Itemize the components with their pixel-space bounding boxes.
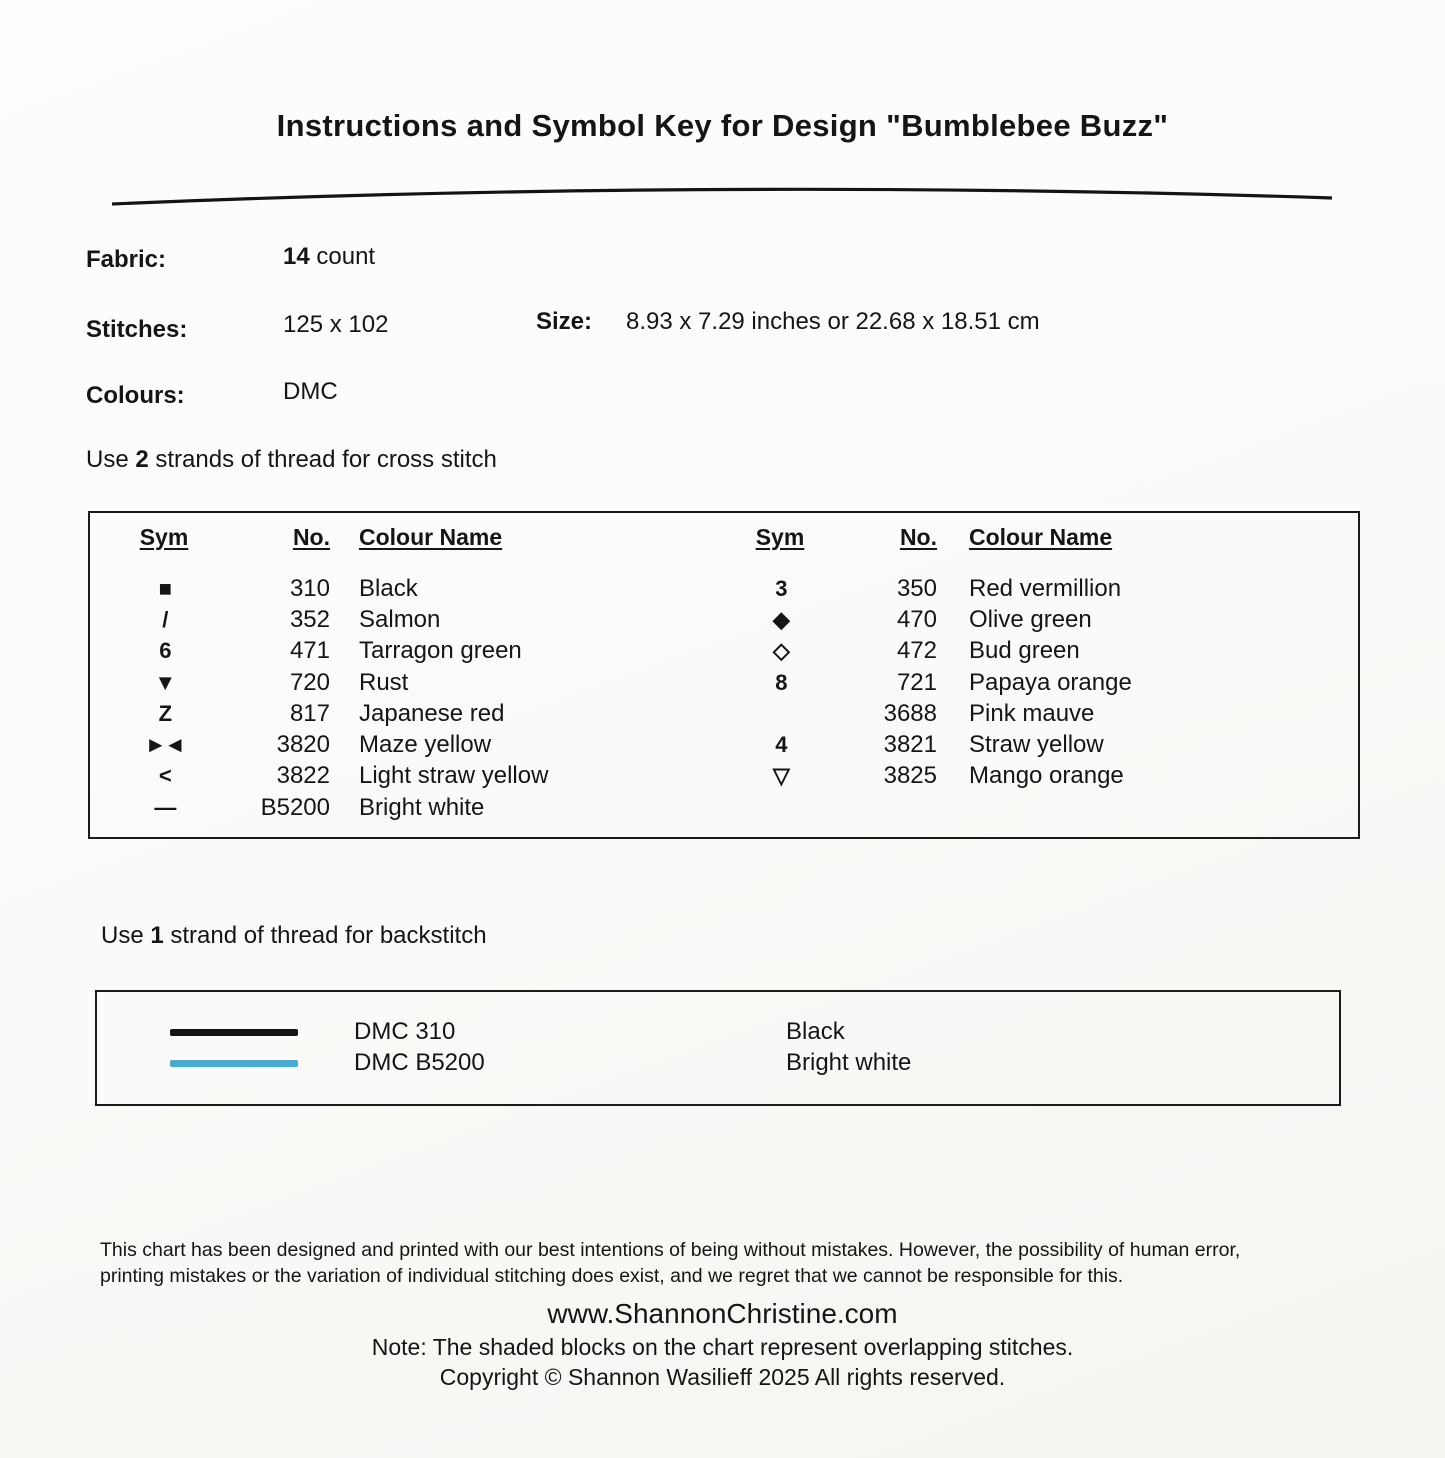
column-header-colour-name: Colour Name (969, 523, 1113, 550)
fabric-count: 14 (283, 243, 310, 270)
website-link: www.ShannonChristine.com (547, 1298, 898, 1329)
colour-name-cell: Tarragon green (359, 637, 522, 665)
number-cell: 310 (289, 574, 330, 602)
colour-name-cell: Japanese red (359, 699, 505, 727)
table-row (708, 729, 1337, 760)
stitches-value: 125 x 102 (283, 311, 389, 338)
note-body: The shaded blocks on the chart represent overlapping stitches. (426, 1334, 1074, 1360)
page-title: Instructions and Symbol Key for Design "Bumblebee Buzz" (276, 108, 1169, 143)
title-divider-line (108, 182, 1336, 212)
fabric-label: Fabric: (86, 246, 167, 273)
number-cell: 3822 (276, 762, 330, 790)
backstitch-line-sample-black (170, 1029, 298, 1036)
backstitch-key-table (95, 990, 1341, 1106)
symbol-cell: 4 (775, 732, 785, 758)
backstitch-line-sample-blue (170, 1060, 298, 1067)
table-row (708, 604, 1337, 635)
symbol-key-table (88, 511, 1360, 839)
colour-name-cell: Black (359, 574, 418, 602)
thread-colour-name: Bright white (786, 1049, 912, 1076)
table-row (90, 761, 750, 792)
thread-code: DMC 310 (354, 1018, 456, 1045)
colour-name-cell: Red vermillion (969, 574, 1122, 602)
size-label: Size: (536, 308, 593, 335)
table-row (90, 792, 750, 823)
table-row (90, 636, 750, 667)
symbol-cell: 8 (775, 669, 785, 695)
table-row (90, 729, 750, 760)
copyright-text: Copyright © Shannon Wasilieff 2025 All rights reserved. (439, 1364, 1006, 1390)
symbol-cell: ▼ (154, 669, 174, 695)
table-row (708, 698, 1337, 729)
table-row (90, 667, 750, 698)
colour-name-cell: Papaya orange (969, 668, 1132, 696)
colour-name-cell: Bright white (359, 793, 485, 821)
number-cell: 3821 (883, 731, 937, 759)
backstitch-row (97, 1016, 1339, 1048)
backstitch-strand-count: 1 (150, 922, 164, 949)
table-row (90, 573, 750, 604)
symbol-cell: ▽ (772, 763, 788, 789)
table-row (90, 604, 750, 635)
number-cell: 471 (289, 637, 330, 665)
cross-stitch-instruction (86, 446, 497, 474)
number-cell: 3825 (883, 762, 937, 790)
table-row (708, 573, 1337, 604)
number-cell: 352 (289, 605, 330, 633)
symbol-key-left-column (90, 513, 750, 823)
table-rows (90, 573, 750, 823)
table-row (708, 667, 1337, 698)
disclaimer-text: This chart has been designed and printed with our best intentions of being without mistakes. However, the possibility of human error, printing mistakes or the variation of individual stitching does exist, and we regret that we cannot be responsible for this. (100, 1239, 1241, 1287)
colour-name-cell: Maze yellow (359, 731, 492, 759)
column-header-colour-name: Colour Name (359, 523, 503, 550)
backstitch-instruction-prefix: Use (101, 922, 151, 949)
symbol-cell: Z (158, 700, 170, 726)
size-value: 8.93 x 7.29 inches or 22.68 x 18.51 cm (626, 308, 1040, 335)
symbol-cell: 6 (159, 638, 169, 664)
symbol-cell: ►◄ (144, 732, 184, 758)
table-rows (708, 573, 1337, 792)
symbol-cell: 3 (775, 575, 785, 601)
number-cell: 3820 (276, 731, 330, 759)
cross-stitch-instruction-suffix: strands of thread for cross stitch (148, 446, 497, 473)
note-text (0, 1334, 1445, 1361)
number-cell: 817 (289, 699, 330, 727)
colour-name-cell: Salmon (359, 605, 441, 633)
number-cell: 720 (289, 668, 330, 696)
colour-name-cell: Mango orange (969, 762, 1124, 790)
table-row (708, 636, 1337, 667)
colour-name-cell: Pink mauve (969, 699, 1095, 727)
number-cell: 3688 (883, 699, 937, 727)
table-header (90, 517, 750, 557)
colour-name-cell: Straw yellow (969, 731, 1104, 759)
backstitch-instruction-suffix: strand of thread for backstitch (163, 922, 487, 949)
symbol-cell: ◆ (772, 606, 788, 632)
table-row (90, 698, 750, 729)
backstitch-instruction (101, 922, 487, 950)
column-header-no: No. (899, 523, 937, 550)
number-cell: 472 (896, 637, 937, 665)
number-cell: B5200 (260, 793, 330, 821)
colour-name-cell: Light straw yellow (359, 762, 549, 790)
stitches-label: Stitches: (86, 316, 188, 343)
symbol-key-right-column (708, 513, 1337, 792)
colours-label: Colours: (86, 382, 185, 409)
backstitch-row (97, 1047, 1339, 1079)
colours-value: DMC (283, 378, 338, 405)
symbol-cell: — (154, 794, 174, 820)
thread-code: DMC B5200 (354, 1049, 485, 1076)
colour-name-cell: Olive green (969, 605, 1092, 633)
symbol-cell: / (162, 606, 166, 632)
column-header-sym: Sym (755, 523, 805, 550)
fabric-value (283, 243, 375, 271)
note-label: Note: (371, 1334, 427, 1360)
symbol-cell: < (158, 763, 170, 789)
number-cell: 350 (896, 574, 937, 602)
table-row (708, 761, 1337, 792)
thread-colour-name: Black (786, 1018, 845, 1045)
colour-name-cell: Bud green (969, 637, 1080, 665)
cross-stitch-strand-count: 2 (135, 446, 149, 473)
number-cell: 721 (896, 668, 937, 696)
number-cell: 470 (896, 605, 937, 633)
symbol-cell: ■ (158, 575, 170, 601)
cross-stitch-instruction-prefix: Use (86, 446, 136, 473)
fabric-count-unit: count (309, 243, 376, 270)
table-header (708, 517, 1337, 557)
colour-name-cell: Rust (359, 668, 409, 696)
column-header-sym: Sym (139, 523, 189, 550)
symbol-cell: ◇ (772, 638, 788, 664)
column-header-no: No. (292, 523, 330, 550)
